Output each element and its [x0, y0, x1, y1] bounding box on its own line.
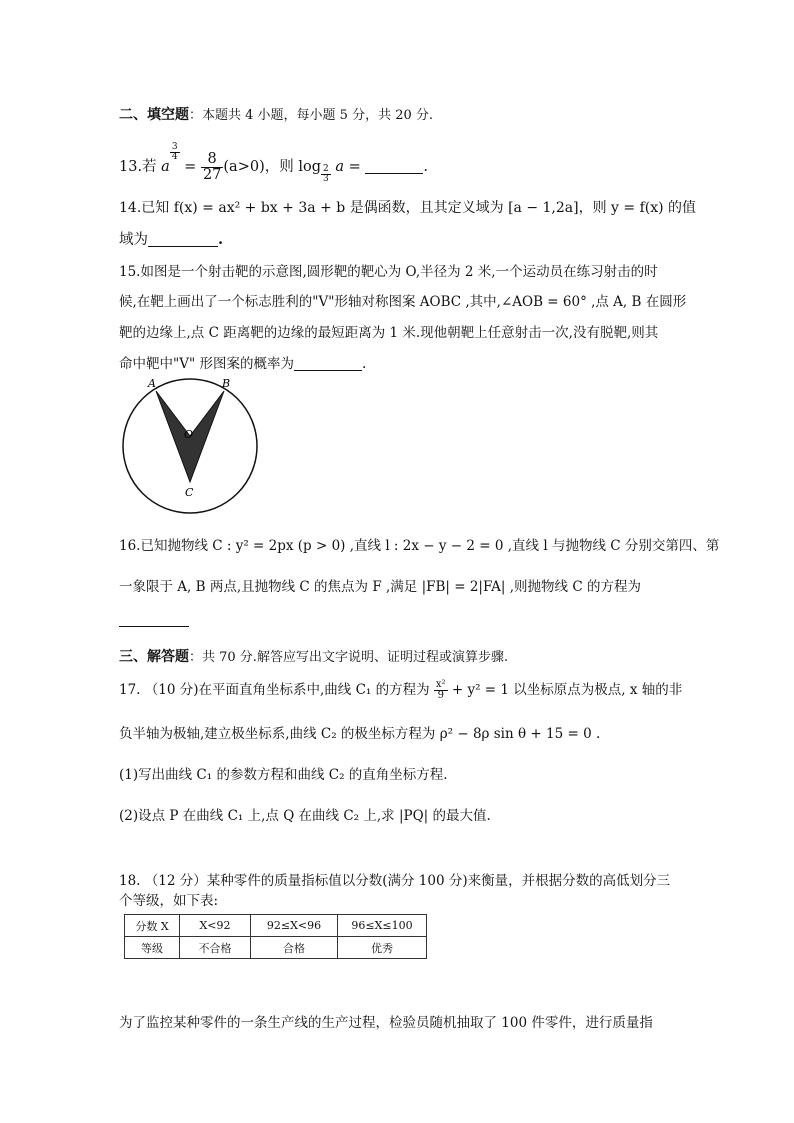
- q16-line-1: 16.已知抛物线 C : y² = 2px (p > 0) ,直线 l : 2x − y − 2 = 0 ,直线 l 与抛物线 C 分别交第四、第: [119, 538, 720, 554]
- table-cell: 优秀: [338, 937, 427, 959]
- q16-answer-blank: [119, 626, 189, 627]
- q13-prefix: 13.若: [119, 159, 157, 175]
- section-2-heading: [119, 104, 433, 124]
- table-cell: 合格: [251, 937, 338, 959]
- q14-line-2: 域为 .: [119, 231, 224, 248]
- q16-line-2: 一象限于 A, B 两点,且抛物线 C 的焦点为 F ,满足 |FB| = 2|FA| ,则抛物线 C 的方程为: [119, 579, 641, 595]
- q14-line-1: 14.已知 f(x) = ax² + bx + 3a + b 是偶函数，且其定义域为 [a − 1,2a]，则 y = f(x) 的值: [119, 200, 697, 216]
- q18-line-3: 为了监控某种零件的一条生产线的生产过程，检验员随机抽取了 100 件零件，进行质量指: [119, 1015, 653, 1031]
- section-3-heading: [119, 646, 508, 666]
- table-cell: X<92: [180, 915, 251, 937]
- q18-line-2: 个等级，如下表:: [119, 893, 219, 909]
- table-cell: 不合格: [180, 937, 251, 959]
- q17-line-2: 负半轴为极轴,建立极坐标系,曲线 C₂ 的极坐标方程为 ρ² − 8ρ sin θ + 15 = 0 .: [119, 726, 601, 742]
- label-c: C: [185, 486, 194, 499]
- q17-sub-1: (1)写出曲线 C₁ 的参数方程和曲线 C₂ 的直角坐标方程.: [119, 767, 448, 783]
- q15-line-3: 靶的边缘上,点 C 距离靶的边缘的最短距离为 1 米.现他朝靶上任意射击一次,没有脱靶,则其: [119, 325, 659, 341]
- q14-answer-blank: [148, 232, 218, 247]
- q13-log-base: $\frac{2}{3}$: [322, 164, 329, 184]
- table-cell: 等级: [125, 937, 180, 959]
- table-cell: 96≤X≤100: [338, 915, 427, 937]
- q15-answer-blank: [294, 356, 362, 371]
- label-a: A: [148, 377, 156, 390]
- table-cell: 分数 X: [125, 915, 180, 937]
- section-2-desc: ：本题共 4 小题，每小题 5 分，共 20 分.: [189, 108, 434, 123]
- section-2-title: 二、填空题: [119, 107, 189, 123]
- label-o: O: [184, 428, 194, 441]
- table-row: [125, 915, 427, 937]
- q15-line-4: 命中靶中"V" 形图案的概率为 .: [119, 356, 367, 372]
- target-figure: [118, 374, 268, 524]
- q15-line-1: 15.如图是一个射击靶的示意图,圆形靶的靶心为 O,半径为 2 米,一个运动员在练习射击的时: [119, 264, 658, 280]
- q13-answer-blank: [365, 159, 423, 174]
- question-13: 13.若 a $\frac{3}{4}$ = $\frac{8}{27}$ (a>0)，则 log $\frac{2}{3}$ a = .: [119, 142, 428, 184]
- q18-line-1: 18. （12 分）某种零件的质量指标值以分数(满分 100 分)来衡量，并根据分数的高低划分三: [119, 873, 671, 889]
- q13-fraction: $\frac{8}{27}$: [202, 151, 222, 183]
- grade-table: [124, 914, 427, 959]
- q17-fraction: $\frac{\text{x²}}{9}$: [435, 679, 446, 701]
- q13-exponent: $\frac{3}{4}$: [171, 142, 178, 162]
- q17-sub-2: (2)设点 P 在曲线 C₁ 上,点 Q 在曲线 C₂ 上,求 |PQ| 的最大值.: [119, 808, 491, 824]
- q13-tail: a =: [335, 159, 361, 175]
- label-b: B: [222, 377, 231, 390]
- table-cell: 92≤X<96: [251, 915, 338, 937]
- section-3-title: 三、解答题: [119, 649, 189, 665]
- q13-condition: (a>0)，则 log: [223, 159, 321, 175]
- section-3-desc: ：共 70 分.解答应写出文字说明、证明过程或演算步骤.: [189, 650, 509, 665]
- q15-line-2: 候,在靶上画出了一个标志胜利的"V"形轴对称图案 AOBC ,其中,∠AOB = 60° ,点 A, B 在圆形: [119, 294, 687, 310]
- table-row: [125, 937, 427, 959]
- q17-line-1: 17. （10 分)在平面直角坐标系中,曲线 C₁ 的方程为 $\frac{\text{x²}}{9}$ + y² = 1 以坐标原点为极点, x 轴的非: [119, 679, 683, 701]
